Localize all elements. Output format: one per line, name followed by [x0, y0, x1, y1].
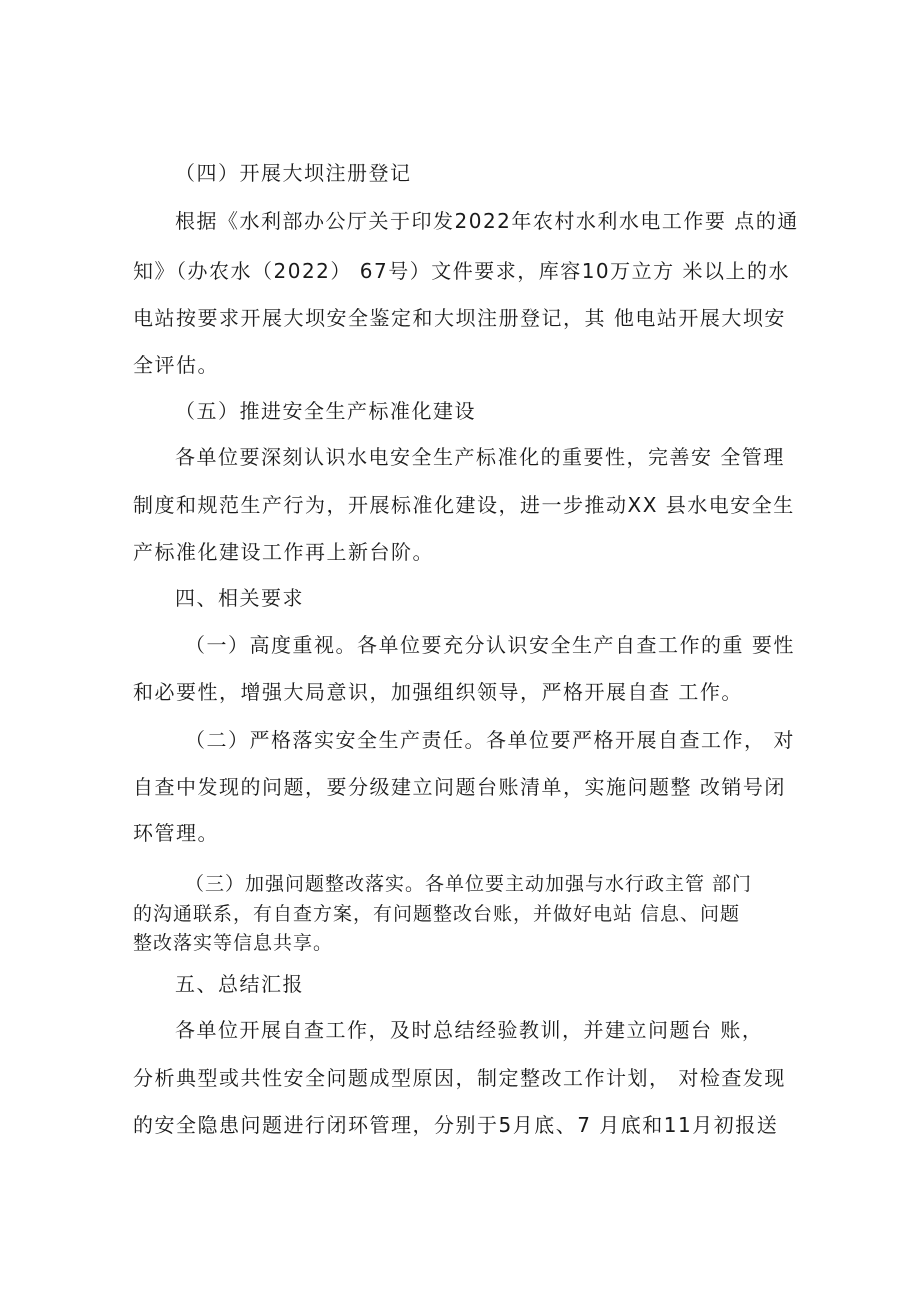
paragraph-line: （一）高度重视。各单位要充分认识安全生产自查工作的重 要性 — [185, 633, 795, 657]
paragraph-line: 知》（办农水（2022） 67号）文件要求，库容10万立方 米以上的水 — [133, 259, 791, 283]
section-heading: 五、总结汇报 — [175, 972, 304, 996]
section-heading: （四）开展大坝注册登记 — [175, 161, 412, 185]
paragraph-line: 环管理。 — [133, 821, 219, 845]
paragraph-line: 整改落实等信息共享。 — [133, 932, 334, 954]
paragraph-line: 各单位要深刻认识水电安全生产标准化的重要性，完善安 全管理 — [175, 445, 785, 469]
paragraph-line: 各单位开展自查工作，及时总结经验教训，并建立问题台 账， — [175, 1018, 764, 1042]
paragraph-line: 产标准化建设工作再上新台阶。 — [133, 540, 434, 564]
paragraph-line: 根据《水利部办公厅关于印发2022年农村水利水电工作要 点的通 — [175, 209, 799, 233]
paragraph-line: 和必要性，增强大局意识，加强组织领导，严格开展自查 工作。 — [133, 680, 743, 704]
paragraph-line: 电站按要求开展大坝安全鉴定和大坝注册登记，其 他电站开展大坝安 — [133, 306, 786, 330]
paragraph-line: 全评估。 — [133, 353, 219, 377]
section-heading: （五）推进安全生产标准化建设 — [175, 399, 476, 423]
paragraph-line: 自查中发现的问题，要分级建立问题台账清单，实施问题整 改销号闭 — [133, 775, 786, 799]
paragraph-line: 的安全隐患问题进行闭环管理，分别于5月底、7 月底和11月初报送 — [133, 1113, 779, 1137]
paragraph-line: （三）加强问题整改落实。各单位要主动加强与水行政主管 部门 — [185, 873, 753, 895]
section-heading: 四、相关要求 — [175, 586, 304, 610]
paragraph-line: 的沟通联系，有自查方案，有问题整改台账，并做好电站 信息、问题 — [133, 903, 741, 925]
paragraph-line: 制度和规范生产行为，开展标准化建设，进一步推动XX 县水电安全生 — [133, 493, 795, 517]
paragraph-line: 分析典型或共性安全问题成型原因，制定整改工作计划， 对检查发现 — [133, 1066, 786, 1090]
paragraph-line: （二）严格落实安全生产责任。各单位要严格开展自查工作， 对 — [185, 728, 795, 752]
